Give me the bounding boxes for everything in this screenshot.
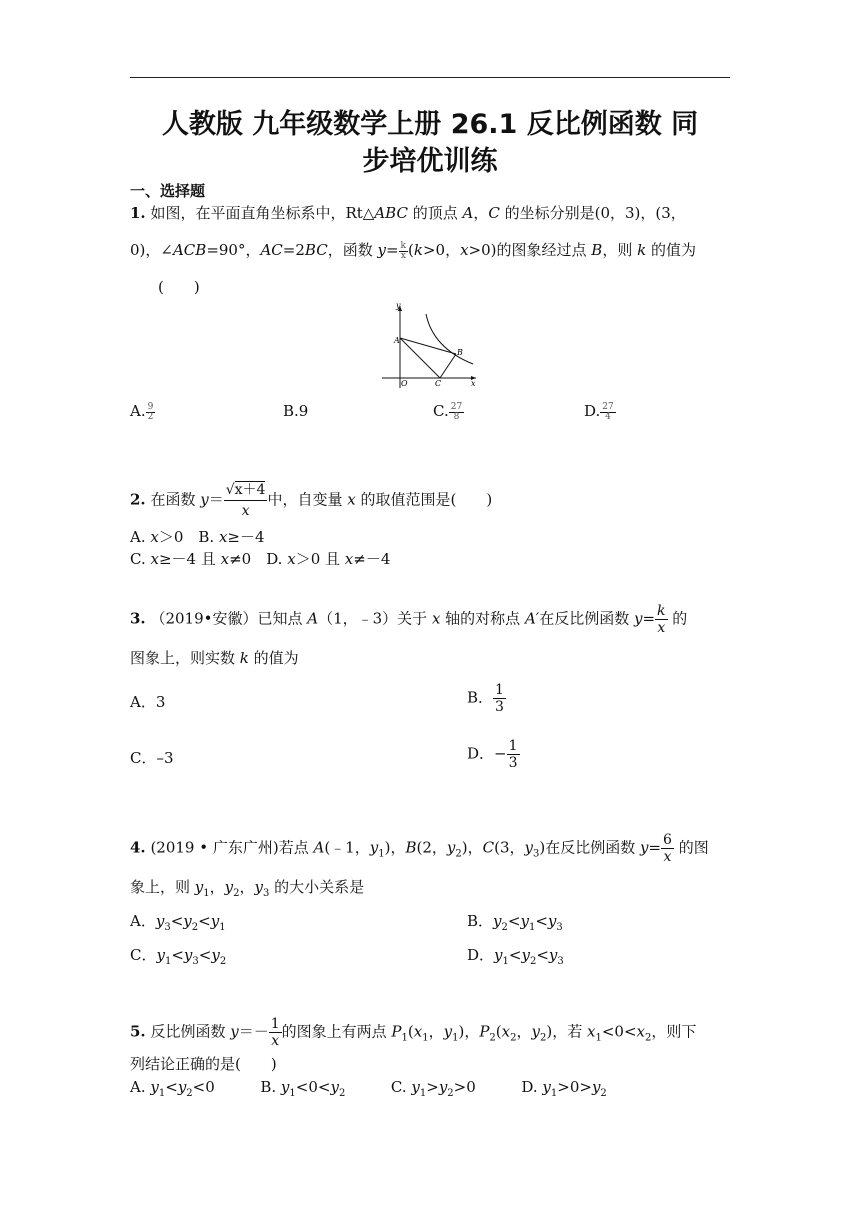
header-rule [130, 77, 730, 78]
q5-line2: 列结论正确的是( ) [130, 1055, 277, 1073]
q5-line1: 5. 反比例函数 y＝－ $\frac{1}{x}$ 的图象上有两点 $P_1(x_1$，$y_1$)，$P_2(x_2$，$y_2$)，若 $x_1<0<x_2$，则下 [130, 1016, 697, 1049]
q4-line2: 象上，则 $y_1$，$y_2$，$y_3$ 的大小关系是 [130, 878, 365, 899]
q3-option-d: D．− $\frac{1}{3}$ [467, 738, 518, 771]
fig-label-x: x [471, 379, 476, 388]
q3-line1: 3. （2019•安徽）已知点 A（1，﹣3）关于 x 轴的对称点 A′在反比例函数 y= $\frac{k}{x}$ 的 [130, 603, 688, 636]
q4-line1: 4. (2019 • 广东广州)若点 A(﹣1，$y_1$)，B(2，$y_2$)，C(3，$y_3$)在反比例函数 y= $\frac{6}{x}$ 的图 [130, 832, 709, 865]
q1-line1: 1. 如图，在平面直角坐标系中，Rt△ABC 的顶点 A，C 的坐标分别是(0，3)，(3， [130, 204, 686, 222]
q1-answer-paren: ( ) [158, 278, 200, 296]
q1-figure [378, 300, 480, 390]
q5-options: A. $y_1<y_2<0$ B. $y_1<0<y_2$ C. $y_1>y_2>0$ D. $y_1>0>y_2$ [130, 1078, 607, 1099]
page-title-line1: 人教版 九年级数学上册 26.1 反比例函数 同 [161, 109, 699, 140]
q2-options-line1: A. x＞0 B. x≥－4 [130, 528, 265, 546]
q2-line1: 2. 在函数 y＝ $\frac{√x+4}{x}$ 中，自变量 x 的取值范围是( ) [130, 482, 493, 519]
q1-k-over-x: $\frac{k}{x}$ [400, 240, 406, 261]
fig-label-c: C [435, 379, 442, 388]
fig-label-y: y [396, 301, 401, 310]
q1-option-d: D. $\frac{27}{4}$ [584, 401, 614, 422]
q4-option-b: B．$y_2<y_1<y_3$ [467, 912, 563, 933]
q3-line2: 图象上，则实数 k 的值为 [130, 649, 299, 667]
section-heading: 一、选择题 [130, 182, 206, 200]
q2-options-line2: C. x≥－4 且 x≠0 D. x＞0 且 x≠－4 [130, 550, 391, 568]
fig-label-a: A [394, 336, 400, 345]
q1-line2: 0)，∠ACB=90°，AC=2BC，函数 y= $\frac{k}{x}$ (k>0，x>0)的图象经过点 B，则 k 的值为 [130, 240, 696, 261]
q4-option-a: A．$y_3<y_2<y_1$ [130, 912, 226, 933]
q4-option-c: C．$y_1<y_3<y_2$ [130, 946, 227, 967]
q4-option-d: D．$y_1<y_2<y_3$ [467, 946, 564, 967]
q3-option-c: C．–3 [130, 749, 174, 767]
q1-option-a: A. $\frac{9}{2}$ [130, 401, 154, 422]
q1-option-c: C. $\frac{27}{8}$ [433, 401, 463, 422]
fig-label-b: B [457, 348, 463, 357]
q3-option-a: A．3 [130, 693, 166, 711]
q1-option-b: B.9 [283, 402, 309, 420]
q2-sqrt-fraction: $\frac{√x+4}{x}$ [225, 482, 266, 519]
fig-label-o: O [401, 379, 408, 388]
hyperbola-curve [426, 314, 473, 364]
q3-option-b: B． $\frac{1}{3}$ [467, 682, 504, 715]
page-title-line2: 步培优训练 [362, 146, 498, 177]
segment-cb [440, 354, 456, 378]
